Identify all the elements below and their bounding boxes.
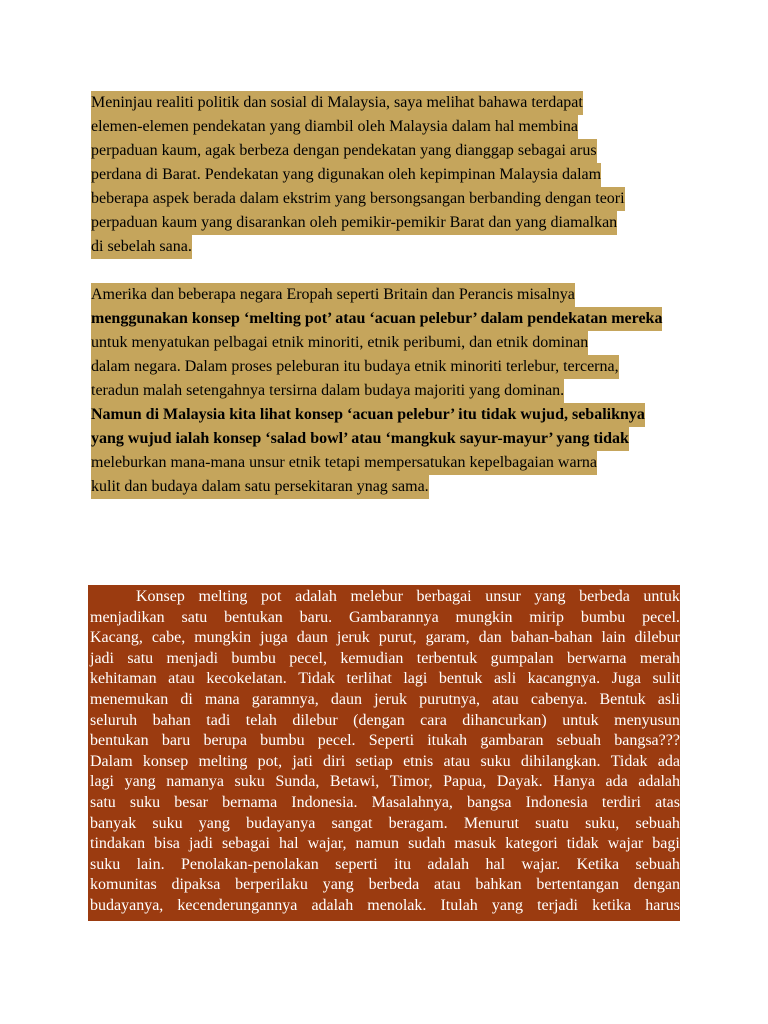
- word: suku: [90, 855, 121, 873]
- word: purutnya,: [419, 690, 480, 708]
- word: merah: [639, 649, 680, 667]
- word: berupa: [203, 732, 247, 750]
- word: Indonesia: [525, 793, 588, 811]
- word: melebur: [350, 588, 403, 605]
- word: ada: [657, 752, 680, 770]
- word: suatu: [535, 814, 569, 832]
- word: sebuah: [635, 814, 680, 832]
- word: Sunda,: [275, 773, 320, 791]
- word: Tidak: [610, 752, 648, 770]
- text-line: [91, 139, 685, 163]
- highlighted-text: di sebelah sana.: [91, 235, 192, 259]
- text-line: [91, 355, 685, 379]
- word: bumbu: [260, 732, 305, 750]
- word: ada: [605, 773, 628, 791]
- word: adalah: [638, 773, 680, 791]
- word: sebuah: [556, 732, 602, 750]
- word: budayanya: [246, 814, 316, 832]
- highlighted-text: perdana di Barat. Pendekatan yang digunakan oleh kepimpinan Malaysia dalam: [91, 163, 601, 187]
- word: adalah: [295, 588, 337, 605]
- justified-text-line: [88, 690, 680, 711]
- word: bahkan: [475, 876, 522, 894]
- melting-pot-text-box: [88, 585, 680, 921]
- word: pecel.: [642, 608, 680, 626]
- word: etnis: [403, 752, 434, 770]
- text-line: [91, 379, 685, 403]
- word: Kacang,: [90, 629, 143, 647]
- word: lain: [601, 629, 626, 647]
- word: bahan-bahan: [510, 629, 593, 647]
- word: menyusun: [614, 711, 680, 729]
- justified-text-line: [88, 772, 680, 793]
- justified-text-line: [88, 587, 680, 608]
- word: atau: [168, 670, 195, 688]
- word: Betawi,: [329, 773, 380, 791]
- word: jati: [292, 752, 313, 770]
- highlighted-text: Namun di Malaysia kita lihat konsep ‘acuan pelebur’ itu tidak wujud, sebaliknya: [91, 403, 645, 427]
- word: hal: [485, 855, 506, 873]
- word: adalah: [311, 896, 354, 914]
- word: bangsa: [467, 793, 512, 811]
- word: kemudian: [340, 649, 404, 667]
- word: Seperti: [368, 732, 415, 750]
- word: kehitaman: [90, 670, 157, 688]
- word: setiap: [355, 752, 393, 770]
- text-line: [91, 331, 685, 355]
- word: pot: [261, 588, 282, 605]
- text-line: [91, 451, 685, 475]
- word: Konsep: [136, 588, 185, 605]
- word: satu: [181, 608, 208, 626]
- justified-text-line: [88, 896, 680, 917]
- highlighted-text: Amerika dan beberapa negara Eropah seperti Britain dan Perancis misalnya: [91, 283, 575, 307]
- word: garamnya,: [251, 690, 319, 708]
- word: berbagai: [416, 588, 472, 605]
- word: suku: [152, 814, 183, 832]
- word: wajar: [607, 835, 644, 853]
- word: cara: [420, 711, 447, 729]
- word: sudah: [408, 835, 446, 853]
- word: baru: [161, 732, 191, 750]
- word: Timor,: [389, 773, 433, 791]
- word: bumbu: [231, 649, 276, 667]
- word: sebagai: [221, 835, 270, 853]
- justified-text-line: [88, 855, 680, 876]
- text-line: [91, 91, 685, 115]
- word: ketika: [592, 896, 632, 914]
- word: komunitas: [90, 876, 157, 894]
- word: daun: [296, 629, 328, 647]
- highlighted-paragraph-1: [91, 91, 685, 259]
- word: tindakan: [90, 835, 146, 853]
- word: hal: [278, 835, 299, 853]
- text-line: [91, 475, 685, 499]
- word: bentuk: [438, 670, 483, 688]
- highlighted-paragraph-2: [91, 283, 685, 499]
- highlighted-text: elemen-elemen pendekatan yang diambil oleh Malaysia dalam hal membina: [91, 115, 578, 139]
- word: baru.: [299, 608, 333, 626]
- word: Tidak: [298, 670, 336, 688]
- word: mirip: [529, 608, 564, 626]
- highlighted-text: yang wujud ialah konsep ‘salad bowl’ atau ‘mangkuk sayur-mayur’ yang tidak: [91, 427, 629, 451]
- word: Penolakan-penolakan: [180, 855, 319, 873]
- word: jeruk: [336, 629, 370, 647]
- word: wajar.: [521, 855, 561, 873]
- word: kecenderungannya: [177, 896, 298, 914]
- word: seperti: [335, 855, 378, 873]
- word: yang: [198, 814, 230, 832]
- word: yang: [534, 588, 566, 605]
- word: melting: [198, 752, 248, 770]
- justified-text-line: [88, 649, 680, 670]
- word: pot,: [257, 752, 283, 770]
- highlighted-text: dalam negara. Dalam proses peleburan itu budaya etnik minoriti terlebur, tercerna,: [91, 355, 619, 379]
- word: mana: [204, 690, 240, 708]
- word: harus: [645, 896, 680, 914]
- word: dihilangkan.: [520, 752, 601, 770]
- word: untuk: [562, 711, 599, 729]
- word: satu: [127, 649, 154, 667]
- word: adalah: [427, 855, 470, 873]
- justified-text-line: [88, 731, 680, 752]
- word: juga: [260, 629, 288, 647]
- word: satu: [90, 793, 116, 811]
- word: bangsa???: [614, 732, 680, 750]
- word: berwarna: [567, 649, 627, 667]
- word: sulit: [652, 670, 680, 688]
- word: bisa: [154, 835, 180, 853]
- word: menemukan: [90, 690, 169, 708]
- word: jadi: [188, 835, 213, 853]
- word: Gambarannya: [348, 608, 439, 626]
- word: atau: [433, 876, 461, 894]
- justified-text-line: [88, 793, 680, 814]
- highlighted-text: menggunakan konsep ‘melting pot’ atau ‘acuan pelebur’ dalam pendekatan mereka: [91, 307, 662, 331]
- word: kategori: [505, 835, 558, 853]
- word: gambaran: [480, 732, 544, 750]
- text-line: [91, 211, 685, 235]
- word: dilebur: [634, 629, 680, 647]
- word: lagi: [403, 670, 428, 688]
- word: tadi: [206, 711, 231, 729]
- word: berperilaku: [235, 876, 308, 894]
- word: bagi: [652, 835, 680, 853]
- word: pecel.: [317, 732, 356, 750]
- word: Dayak.: [496, 773, 543, 791]
- word: suku: [234, 773, 265, 791]
- word: besar: [174, 793, 208, 811]
- word: bertentangan: [536, 876, 619, 894]
- word: diri: [323, 752, 346, 770]
- word: cabenya.: [530, 690, 588, 708]
- word: suku,: [585, 814, 620, 832]
- word: terlihat: [346, 670, 392, 688]
- highlighted-text: Meninjau realiti politik dan sosial di Malaysia, saya melihat bahawa terdapat: [91, 91, 583, 115]
- word: bernama: [222, 793, 278, 811]
- word: purut,: [378, 629, 417, 647]
- word: yang: [124, 773, 156, 791]
- word: dan: [478, 629, 502, 647]
- word: Papua,: [443, 773, 487, 791]
- word: kecokelatan.: [206, 670, 287, 688]
- text-line: [91, 187, 685, 211]
- word: sebuah: [635, 855, 680, 873]
- word: yang: [322, 876, 354, 894]
- word: namanya: [166, 773, 224, 791]
- word: berbeda: [368, 876, 420, 894]
- word: Itulah: [440, 896, 478, 914]
- word: Dalam: [90, 752, 133, 770]
- word: mungkin: [194, 629, 252, 647]
- word: unsur: [485, 588, 521, 605]
- word: cabe,: [151, 629, 186, 647]
- word: asli: [493, 670, 517, 688]
- word: sangat: [331, 814, 373, 832]
- word: di: [180, 690, 193, 708]
- word: kacangnya.: [527, 670, 601, 688]
- word: melting: [198, 588, 248, 605]
- justified-text-line: [88, 752, 680, 773]
- word: terbentuk: [416, 649, 478, 667]
- word: banyak: [90, 814, 137, 832]
- word: itukah: [427, 732, 468, 750]
- word: seluruh: [90, 711, 138, 729]
- word: lain.: [136, 855, 165, 873]
- word: menolak.: [367, 896, 427, 914]
- highlighted-text: untuk menyatukan pelbagai etnik minoriti, etnik peribumi, dan etnik dominan: [91, 331, 588, 355]
- word: namun: [355, 835, 400, 853]
- word: Menurut: [463, 814, 519, 832]
- word: atas: [655, 793, 680, 811]
- justified-text-line: [88, 814, 680, 835]
- justified-text-line: [88, 628, 680, 649]
- highlighted-text: perpaduan kaum yang disarankan oleh pemikir-pemikir Barat dan yang diamalkan: [91, 211, 617, 235]
- word: terdiri: [601, 793, 641, 811]
- word: Indonesia.: [291, 793, 358, 811]
- word: Ketika: [576, 855, 620, 873]
- word: Masalahnya,: [371, 793, 453, 811]
- word: mungkin: [455, 608, 513, 626]
- word: beragam.: [388, 814, 448, 832]
- word: terjadi: [537, 896, 578, 914]
- bold-text-line: [91, 403, 685, 427]
- highlighted-text: perpaduan kaum, agak berbeza dengan pendekatan yang dianggap sebagai arus: [91, 139, 597, 163]
- word: wajar,: [307, 835, 347, 853]
- word: dihancurkan): [462, 711, 547, 729]
- text-line: [91, 283, 685, 307]
- word: suku: [129, 793, 161, 811]
- word: jeruk: [374, 690, 407, 708]
- word: menjadikan: [90, 608, 165, 626]
- justified-text-line: [88, 669, 680, 690]
- word: bumbu: [580, 608, 626, 626]
- text-line: [91, 115, 685, 139]
- highlighted-text: beberapa aspek berada dalam ekstrim yang bersongsangan berbanding dengan teori: [91, 187, 625, 211]
- justified-text-line: [88, 834, 680, 855]
- word: Hanya: [553, 773, 595, 791]
- word: (dengan: [353, 711, 405, 729]
- text-line: [91, 235, 685, 259]
- word: gumpalan: [490, 649, 554, 667]
- word: bentukan: [90, 732, 149, 750]
- word: dipaksa: [171, 876, 221, 894]
- highlighted-text: kulit dan budaya dalam satu persekitaran ynag sama.: [91, 475, 429, 499]
- word: telah: [245, 711, 277, 729]
- word: itu: [394, 855, 412, 873]
- word: konsep: [142, 752, 189, 770]
- justified-text-line: [88, 875, 680, 896]
- highlighted-text: meleburkan mana-mana unsur etnik tetapi mempersatukan kepelbagaian warna: [91, 451, 597, 475]
- word: budayanya,: [90, 896, 164, 914]
- word: untuk: [643, 588, 680, 605]
- bold-text-line: [91, 427, 685, 451]
- word: dilebur: [292, 711, 338, 729]
- justified-text-line: [88, 711, 680, 732]
- word: bentukan: [224, 608, 283, 626]
- word: asli: [657, 690, 680, 708]
- bold-text-line: [91, 307, 685, 331]
- word: Bentuk: [599, 690, 646, 708]
- word: dengan: [633, 876, 680, 894]
- word: masuk: [454, 835, 497, 853]
- word: suku: [480, 752, 511, 770]
- word: atau: [443, 752, 471, 770]
- word: garam,: [425, 629, 470, 647]
- word: tidak: [566, 835, 599, 853]
- word: jadi: [90, 649, 114, 667]
- word: yang: [491, 896, 523, 914]
- word: menjadi: [166, 649, 219, 667]
- word: berbeda: [579, 588, 630, 605]
- text-line: [91, 163, 685, 187]
- word: atau: [492, 690, 519, 708]
- word: pecel,: [289, 649, 327, 667]
- word: Juga: [611, 670, 641, 688]
- word: lagi: [90, 773, 114, 791]
- justified-text-line: [88, 608, 680, 629]
- highlighted-text: teradun malah setengahnya tersirna dalam budaya majoriti yang dominan.: [91, 379, 564, 403]
- word: daun: [330, 690, 362, 708]
- word: bahan: [152, 711, 191, 729]
